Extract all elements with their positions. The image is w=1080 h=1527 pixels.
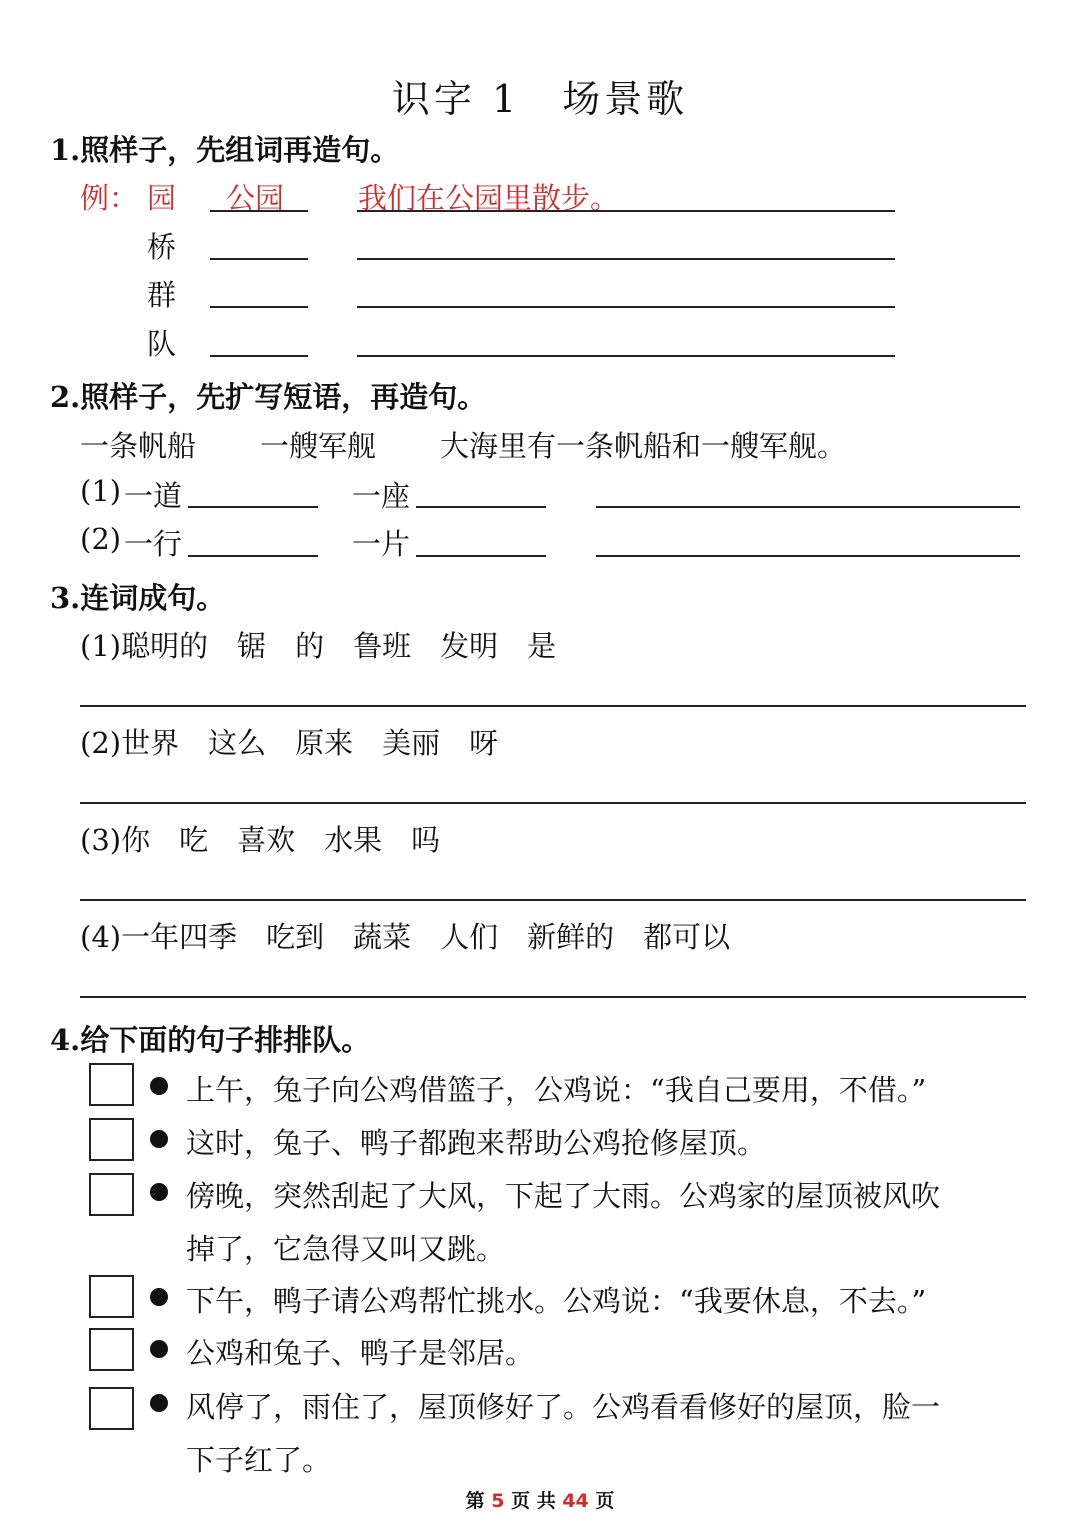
order-box-6[interactable] — [89, 1387, 134, 1430]
q2-example-phrase-2: 一艘军舰 — [260, 429, 377, 463]
q1-example-sentence: 我们在公园里散步。 — [358, 181, 620, 215]
q4-sentence-2: 这时，兔子、鸭子都跑来帮助公鸡抢修屋顶。 — [186, 1126, 767, 1160]
q2-example-phrase-1: 一条帆船 — [80, 429, 197, 463]
bullet-icon — [150, 1394, 168, 1412]
q1-example-sentence-line — [357, 210, 895, 212]
q3-answer-line-4[interactable] — [80, 996, 1026, 998]
q2-row-1-blank-1[interactable] — [188, 506, 318, 508]
q2-row-1-blank-2[interactable] — [416, 506, 546, 508]
q3-item-1: (1)聪明的 锯 的 鲁班 发明 是 — [80, 629, 557, 663]
q2-row-2-phrase-2: 一片 — [352, 527, 411, 561]
q4-heading: 4.给下面的句子排排队。 — [50, 1023, 371, 1057]
bullet-icon — [150, 1340, 168, 1358]
order-box-2[interactable] — [89, 1118, 134, 1161]
order-box-4[interactable] — [89, 1275, 134, 1318]
q4-sentence-6: 风停了，雨住了，屋顶修好了。公鸡看看修好的屋顶，脸一 — [186, 1390, 941, 1424]
q2-row-2-blank-1[interactable] — [188, 555, 318, 557]
footer-pre: 第 — [465, 1490, 485, 1512]
q2-row-1-phrase-2: 一座 — [352, 479, 411, 513]
order-box-3[interactable] — [89, 1173, 134, 1216]
q1-char-1: 桥 — [147, 230, 177, 264]
q4-sentence-5: 公鸡和兔子、鸭子是邻居。 — [186, 1336, 535, 1370]
q3-answer-line-1[interactable] — [80, 705, 1026, 707]
footer-post: 页 — [595, 1490, 615, 1512]
q2-row-2-phrase-1: 一行 — [124, 527, 183, 561]
q2-row-2-sentence-blank[interactable] — [596, 555, 1020, 557]
page-footer — [0, 1486, 1080, 1513]
page-title: 识字 1 场景歌 — [391, 77, 689, 121]
q2-row-1-sentence-blank[interactable] — [596, 506, 1020, 508]
q4-sentence-4: 下午，鸭子请公鸡帮忙挑水。公鸡说：“我要休息，不去。” — [186, 1284, 927, 1318]
q3-item-2: (2)世界 这么 原来 美丽 呀 — [80, 726, 499, 760]
q2-row-1-phrase-1: 一道 — [124, 479, 183, 513]
q4-sentence-3-cont: 掉了，它急得又叫又跳。 — [186, 1232, 506, 1266]
q2-row-2-num: (2) — [80, 522, 122, 556]
bullet-icon — [150, 1130, 168, 1148]
q1-sentence-blank-2[interactable] — [357, 306, 895, 308]
q2-row-1-num: (1) — [80, 474, 122, 508]
q1-sentence-blank-1[interactable] — [357, 258, 895, 260]
q1-sentence-blank-3[interactable] — [357, 355, 895, 357]
q4-sentence-6-cont: 下子红了。 — [186, 1443, 332, 1477]
q3-answer-line-2[interactable] — [80, 802, 1026, 804]
q3-answer-line-3[interactable] — [80, 899, 1026, 901]
q1-example-char: 园 — [147, 181, 177, 215]
bullet-icon — [150, 1077, 168, 1095]
bullet-icon — [150, 1183, 168, 1201]
q2-heading: 2.照样子，先扩写短语，再造句。 — [50, 380, 487, 414]
footer-page-number: 5 — [491, 1490, 505, 1512]
q1-heading: 1.照样子，先组词再造句。 — [50, 133, 400, 167]
q4-sentence-1: 上午，兔子向公鸡借篮子，公鸡说：“我自己要用，不借。” — [186, 1073, 927, 1107]
q1-char-3: 队 — [147, 327, 177, 361]
q4-sentence-3: 傍晚，突然刮起了大风，下起了大雨。公鸡家的屋顶被风吹 — [186, 1179, 941, 1213]
q2-row-2-blank-2[interactable] — [416, 555, 546, 557]
footer-mid: 页 共 — [511, 1490, 556, 1512]
footer-total-pages: 44 — [562, 1490, 589, 1512]
q3-heading: 3.连词成句。 — [50, 581, 226, 615]
q1-example-word: 公园 — [226, 181, 285, 215]
q1-example-label: 例： — [80, 181, 139, 215]
q1-example-word-line — [210, 210, 308, 212]
q2-example-sentence: 大海里有一条帆船和一艘军舰。 — [440, 429, 847, 463]
q3-item-3: (3)你 吃 喜欢 水果 吗 — [80, 823, 441, 857]
q1-char-2: 群 — [147, 278, 177, 312]
q3-item-4: (4)一年四季 吃到 蔬菜 人们 新鲜的 都可以 — [80, 920, 731, 954]
order-box-5[interactable] — [89, 1328, 134, 1371]
order-box-1[interactable] — [89, 1063, 134, 1106]
q1-word-blank-1[interactable] — [210, 258, 308, 260]
bullet-icon — [150, 1288, 168, 1306]
q1-word-blank-2[interactable] — [210, 306, 308, 308]
q1-word-blank-3[interactable] — [210, 355, 308, 357]
